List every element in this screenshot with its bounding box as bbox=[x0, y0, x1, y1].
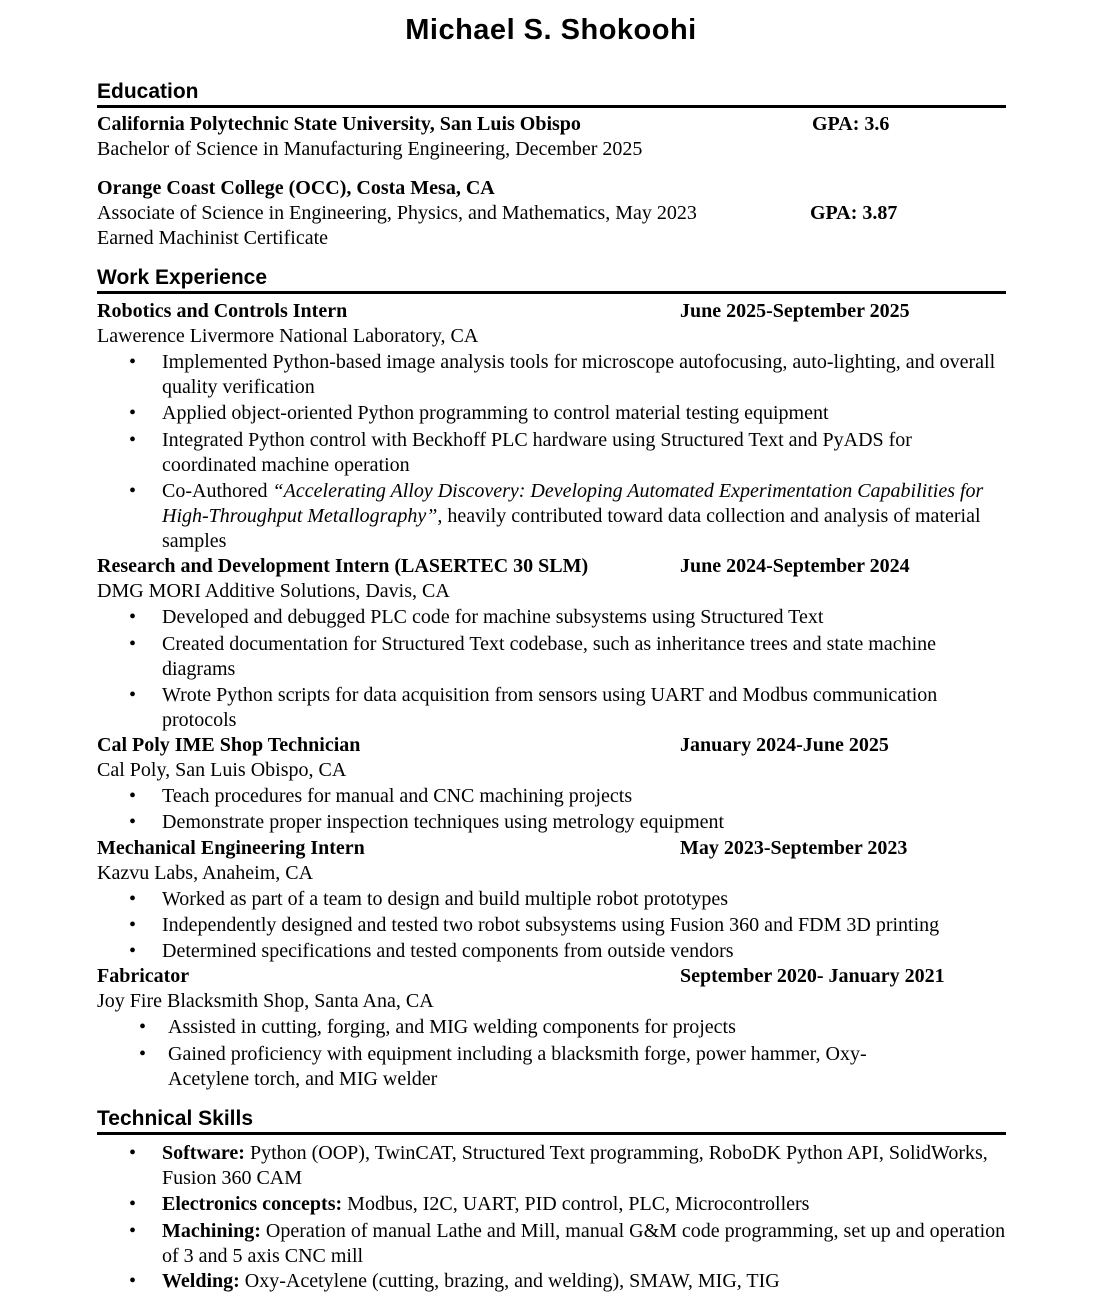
skill-label: Electronics concepts: bbox=[162, 1193, 343, 1215]
school-gpa: GPA: 3.87 bbox=[810, 202, 898, 224]
bullet-text: Integrated Python control with Beckhoff PLC hardware using Structured Text and PyADS for coordinated machine operation bbox=[162, 429, 912, 476]
bullet-text: Gained proficiency with equipment including a blacksmith forge, power hammer, Oxy-Acetylene torch, and MIG welder bbox=[168, 1043, 867, 1090]
skill-label: Machining: bbox=[162, 1220, 261, 1242]
skill-label: Software: bbox=[162, 1142, 245, 1164]
job-organization: DMG MORI Additive Solutions, Davis, CA bbox=[97, 580, 450, 602]
job-organization: Lawerence Livermore National Laboratory, CA bbox=[97, 325, 479, 347]
skill-value: Python (OOP), TwinCAT, Structured Text programming, RoboDK Python API, SolidWorks, Fusion 360 CAM bbox=[162, 1142, 988, 1189]
bullet-icon: • bbox=[139, 1016, 147, 1038]
bullet-text: Applied object-oriented Python programming to control material testing equipment bbox=[162, 402, 829, 424]
coauthor-prefix: Co-Authored bbox=[162, 480, 273, 502]
bullet-text: Developed and debugged PLC code for machine subsystems using Structured Text bbox=[162, 606, 824, 628]
bullet-icon: • bbox=[129, 1193, 137, 1215]
skill-value: Oxy-Acetylene (cutting, brazing, and welding), SMAW, MIG, TIG bbox=[239, 1270, 780, 1292]
bullet-text: Demonstrate proper inspection techniques using metrology equipment bbox=[162, 811, 725, 833]
bullet-icon: • bbox=[129, 914, 137, 936]
bullet-icon: • bbox=[129, 888, 137, 910]
bullet-icon: • bbox=[129, 940, 137, 962]
bullet-text: Independently designed and tested two robot subsystems using Fusion 360 and FDM 3D printing bbox=[162, 914, 940, 936]
bullet-icon: • bbox=[139, 1043, 147, 1065]
school-name: California Polytechnic State University, San Luis Obispo bbox=[97, 113, 581, 135]
degree-line: Associate of Science in Engineering, Physics, and Mathematics, May 2023 bbox=[97, 202, 697, 224]
job-title: Mechanical Engineering Intern bbox=[97, 837, 365, 859]
skill-text bbox=[162, 1192, 1007, 1217]
job-organization: Cal Poly, San Luis Obispo, CA bbox=[97, 759, 347, 781]
bullet-icon: • bbox=[129, 606, 137, 628]
job-dates: June 2024-September 2024 bbox=[680, 555, 910, 577]
job-title: Cal Poly IME Shop Technician bbox=[97, 734, 361, 756]
resume-name: Michael S. Shokoohi bbox=[405, 14, 697, 46]
skill-value: Modbus, I2C, UART, PID control, PLC, Microcontrollers bbox=[342, 1193, 810, 1215]
job-title: Fabricator bbox=[97, 965, 190, 987]
bullet-text: Created documentation for Structured Text codebase, such as inheritance trees and state machine diagrams bbox=[162, 633, 937, 680]
bullet-icon: • bbox=[129, 633, 137, 655]
education-heading: Education bbox=[97, 79, 1006, 108]
list-item bbox=[97, 350, 1017, 400]
bullet-icon: • bbox=[129, 811, 137, 833]
school-gpa: GPA: 3.6 bbox=[812, 113, 890, 135]
bullet-icon: • bbox=[129, 351, 137, 373]
school-name: Orange Coast College (OCC), Costa Mesa, CA bbox=[97, 177, 495, 199]
bullet-icon: • bbox=[129, 429, 137, 451]
coauthor-suffix: , heavily contributed toward data collection and analysis of material samples bbox=[162, 505, 981, 552]
publication-title: “Accelerating Alloy Discovery: Developing Automated Experimentation Capabilities for High-Throughput Metallography” bbox=[162, 480, 984, 527]
job-dates: January 2024-June 2025 bbox=[680, 734, 889, 756]
bullet-icon: • bbox=[129, 1142, 137, 1164]
degree-line: Bachelor of Science in Manufacturing Engineering, December 2025 bbox=[97, 138, 643, 160]
work-experience-heading: Work Experience bbox=[97, 265, 1006, 294]
bullet-text bbox=[162, 479, 1004, 554]
degree-line: Earned Machinist Certificate bbox=[97, 227, 329, 249]
bullet-icon: • bbox=[129, 1220, 137, 1242]
bullet-icon: • bbox=[129, 402, 137, 424]
bullet-icon: • bbox=[129, 1270, 137, 1292]
job-title: Research and Development Intern (LASERTEC 30 SLM) bbox=[97, 555, 589, 577]
job-title: Robotics and Controls Intern bbox=[97, 300, 348, 322]
technical-skills-heading: Technical Skills bbox=[97, 1106, 1006, 1135]
job-dates: May 2023-September 2023 bbox=[680, 837, 908, 859]
bullet-icon: • bbox=[129, 480, 137, 502]
bullet-text: Worked as part of a team to design and build multiple robot prototypes bbox=[162, 888, 729, 910]
job-organization: Kazvu Labs, Anaheim, CA bbox=[97, 862, 314, 884]
skill-text bbox=[162, 1269, 1007, 1294]
bullet-text: Wrote Python scripts for data acquisition from sensors using UART and Modbus communication protocols bbox=[162, 684, 938, 731]
bullet-text: Teach procedures for manual and CNC machining projects bbox=[162, 785, 633, 807]
skill-text bbox=[162, 1219, 1007, 1269]
job-organization: Joy Fire Blacksmith Shop, Santa Ana, CA bbox=[97, 990, 434, 1012]
skill-label: Welding: bbox=[162, 1270, 240, 1292]
job-dates: September 2020- January 2021 bbox=[680, 965, 945, 987]
bullet-icon: • bbox=[129, 684, 137, 706]
skill-text bbox=[162, 1141, 1007, 1191]
job-dates: June 2025-September 2025 bbox=[680, 300, 910, 322]
bullet-text: Assisted in cutting, forging, and MIG welding components for projects bbox=[168, 1016, 736, 1038]
skill-value: Operation of manual Lathe and Mill, manual G&M code programming, set up and operation of 3 and 5 axis CNC mill bbox=[162, 1220, 1006, 1267]
bullet-text: Implemented Python-based image analysis tools for microscope autofocusing, auto-lighting, and overall quality verification bbox=[162, 351, 996, 398]
bullet-text: Determined specifications and tested components from outside vendors bbox=[162, 940, 734, 962]
bullet-icon: • bbox=[129, 785, 137, 807]
